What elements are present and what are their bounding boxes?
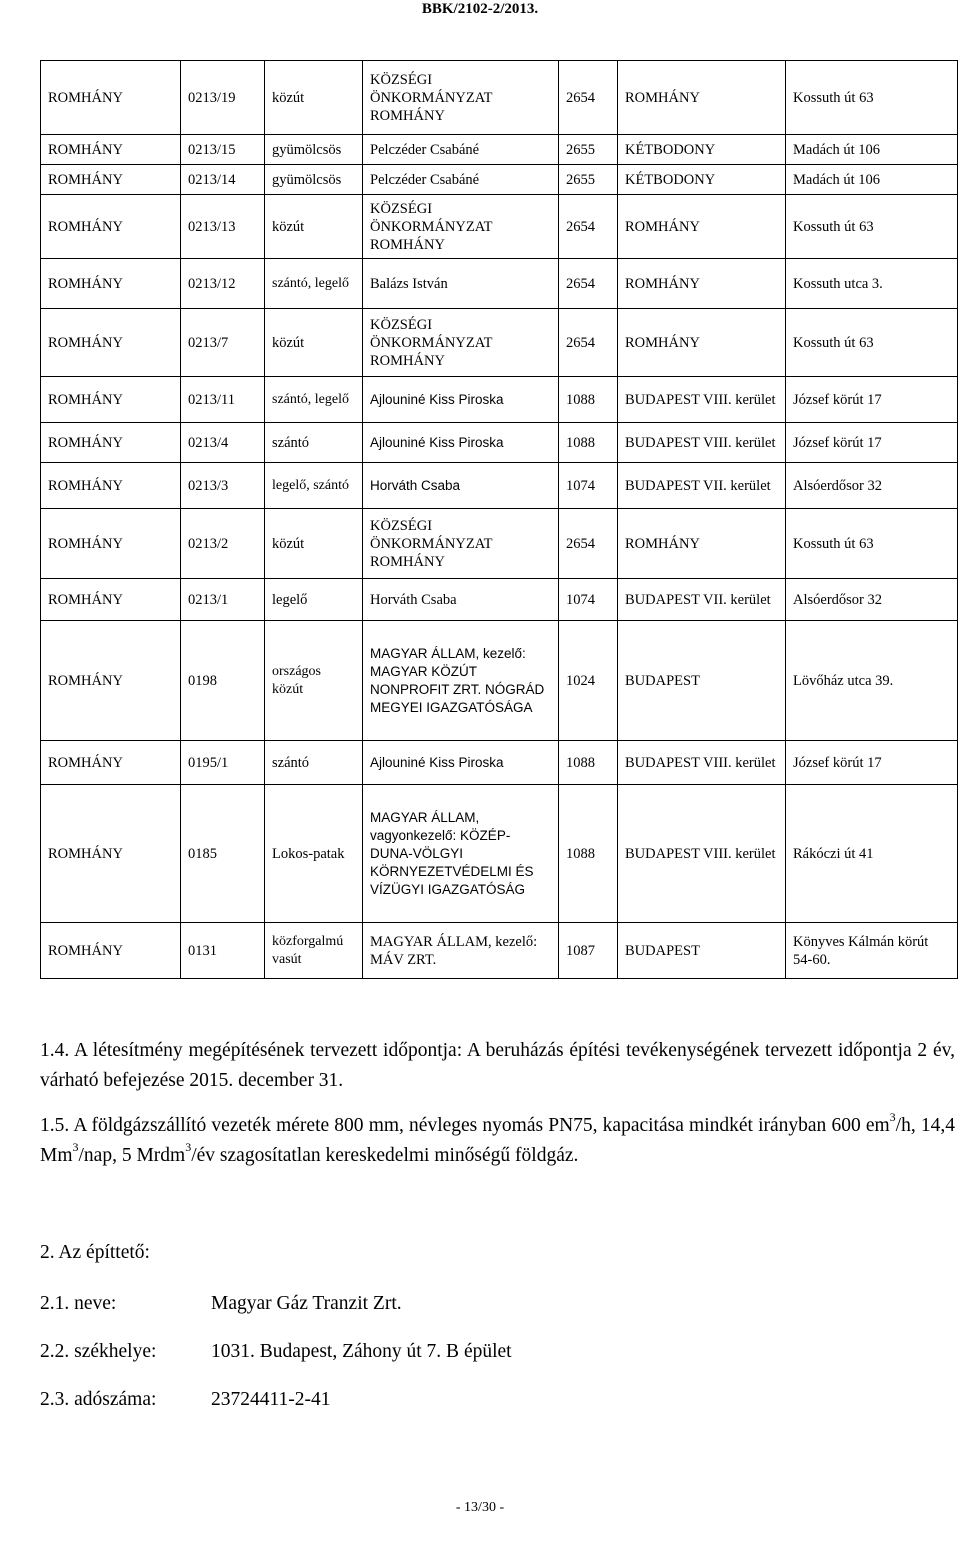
city-cell: BUDAPEST VIII. kerület	[618, 741, 786, 785]
land-type-cell: legelő	[265, 579, 363, 621]
city-cell: BUDAPEST VIII. kerület	[618, 377, 786, 423]
superscript: 3	[185, 1139, 192, 1154]
parcel-cell: 0213/7	[181, 309, 265, 377]
zip-cell: 1088	[559, 741, 618, 785]
zip-cell: 1074	[559, 579, 618, 621]
zip-cell: 1087	[559, 923, 618, 979]
builder-tax-label: 2.3. adószáma:	[40, 1389, 157, 1410]
address-cell: Kossuth út 63	[786, 309, 958, 377]
owner-cell: KÖZSÉGI ÖNKORMÁNYZAT ROMHÁNY	[363, 309, 559, 377]
settlement-cell: ROMHÁNY	[41, 579, 181, 621]
section-2-title: 2. Az építtető:	[40, 1242, 150, 1263]
city-cell: ROMHÁNY	[618, 259, 786, 309]
city-cell: KÉTBODONY	[618, 135, 786, 165]
owner-cell: Balázs István	[363, 259, 559, 309]
parcel-owner-table	[40, 60, 958, 979]
land-type-cell: Lokos-patak	[265, 785, 363, 923]
settlement-cell: ROMHÁNY	[41, 923, 181, 979]
owner-cell: MAGYAR ÁLLAM, kezelő: MÁV ZRT.	[363, 923, 559, 979]
settlement-cell: ROMHÁNY	[41, 135, 181, 165]
zip-cell: 1088	[559, 377, 618, 423]
settlement-cell: ROMHÁNY	[41, 377, 181, 423]
address-cell: József körút 17	[786, 741, 958, 785]
city-cell: BUDAPEST VIII. kerület	[618, 423, 786, 463]
owner-cell: Horváth Csaba	[363, 463, 559, 509]
builder-name-label: 2.1. neve:	[40, 1293, 117, 1314]
city-cell: BUDAPEST VII. kerület	[618, 579, 786, 621]
land-type-cell: gyümölcsös	[265, 135, 363, 165]
address-cell: Madách út 106	[786, 165, 958, 195]
land-type-cell: közút	[265, 61, 363, 135]
address-cell: József körút 17	[786, 377, 958, 423]
settlement-cell: ROMHÁNY	[41, 165, 181, 195]
paragraph-1-5	[40, 1111, 955, 1171]
table-row	[41, 165, 958, 195]
address-cell: Alsóerdősor 32	[786, 579, 958, 621]
paragraph-1-5-text: /év szagosítatlan kereskedelmi minőségű földgáz.	[191, 1145, 579, 1166]
owner-cell: Ajlouniné Kiss Piroska	[363, 741, 559, 785]
settlement-cell: ROMHÁNY	[41, 621, 181, 741]
parcel-cell: 0213/13	[181, 195, 265, 259]
paragraph-1-5-text: /nap, 5 Mrdm	[78, 1145, 186, 1166]
land-type-cell: közút	[265, 309, 363, 377]
city-cell: BUDAPEST VIII. kerület	[618, 785, 786, 923]
address-cell: József körút 17	[786, 423, 958, 463]
zip-cell: 2654	[559, 259, 618, 309]
settlement-cell: ROMHÁNY	[41, 785, 181, 923]
land-type-cell: közút	[265, 195, 363, 259]
owner-cell: Ajlouniné Kiss Piroska	[363, 423, 559, 463]
parcel-cell: 0213/19	[181, 61, 265, 135]
settlement-cell: ROMHÁNY	[41, 509, 181, 579]
parcel-cell: 0195/1	[181, 741, 265, 785]
parcel-cell: 0213/11	[181, 377, 265, 423]
city-cell: ROMHÁNY	[618, 509, 786, 579]
address-cell: Kossuth utca 3.	[786, 259, 958, 309]
city-cell: BUDAPEST	[618, 923, 786, 979]
land-type-cell: országos közút	[265, 621, 363, 741]
land-type-cell: legelő, szántó	[265, 463, 363, 509]
builder-seat-value: 1031. Budapest, Záhony út 7. B épület	[211, 1341, 512, 1362]
city-cell: ROMHÁNY	[618, 195, 786, 259]
parcel-cell: 0213/15	[181, 135, 265, 165]
table-row	[41, 377, 958, 423]
parcel-cell: 0131	[181, 923, 265, 979]
parcel-cell: 0213/1	[181, 579, 265, 621]
land-type-cell: szántó	[265, 423, 363, 463]
owner-cell: Horváth Csaba	[363, 579, 559, 621]
table-row	[41, 135, 958, 165]
paragraph-1-4: 1.4. A létesítmény megépítésének tervezett időpontja: A beruházás építési tevékenységének tervezett időpontja 2 év, várható befejezése 2015. december 31.	[40, 1040, 955, 1091]
zip-cell: 1024	[559, 621, 618, 741]
superscript: 3	[72, 1139, 79, 1154]
settlement-cell: ROMHÁNY	[41, 423, 181, 463]
owner-cell: Pelczéder Csabáné	[363, 135, 559, 165]
superscript: 3	[889, 1109, 896, 1124]
land-type-cell: szántó, legelő	[265, 377, 363, 423]
settlement-cell: ROMHÁNY	[41, 61, 181, 135]
table-row	[41, 195, 958, 259]
owner-cell: MAGYAR ÁLLAM, vagyonkezelő: KÖZÉP-DUNA-VÖLGYI KÖRNYEZETVÉDELMI ÉS VÍZÜGYI IGAZGATÓSÁG	[363, 785, 559, 923]
settlement-cell: ROMHÁNY	[41, 309, 181, 377]
table-row	[41, 509, 958, 579]
address-cell: Kossuth út 63	[786, 509, 958, 579]
table-row	[41, 923, 958, 979]
city-cell: ROMHÁNY	[618, 61, 786, 135]
builder-seat-label: 2.2. székhelye:	[40, 1341, 157, 1362]
address-cell: Kossuth út 63	[786, 61, 958, 135]
owner-cell: Ajlouniné Kiss Piroska	[363, 377, 559, 423]
settlement-cell: ROMHÁNY	[41, 259, 181, 309]
table-row	[41, 259, 958, 309]
address-cell: Kossuth út 63	[786, 195, 958, 259]
table-row	[41, 309, 958, 377]
paragraph-1-5-text: 1.5. A földgázszállító vezeték mérete 800 mm, névleges nyomás PN75, kapacitása mindkét irányban 600 em	[40, 1115, 890, 1136]
zip-cell: 2654	[559, 309, 618, 377]
owner-cell: Pelczéder Csabáné	[363, 165, 559, 195]
address-cell: Könyves Kálmán körút 54-60.	[786, 923, 958, 979]
land-type-cell: közforgalmú vasút	[265, 923, 363, 979]
land-type-cell: szántó, legelő	[265, 259, 363, 309]
table-row	[41, 785, 958, 923]
table-row	[41, 463, 958, 509]
parcel-cell: 0213/3	[181, 463, 265, 509]
parcel-cell: 0213/14	[181, 165, 265, 195]
address-cell: Lövőház utca 39.	[786, 621, 958, 741]
city-cell: ROMHÁNY	[618, 309, 786, 377]
document-reference: BBK/2102-2/2013.	[421, 1, 539, 17]
land-type-cell: szántó	[265, 741, 363, 785]
parcel-cell: 0213/4	[181, 423, 265, 463]
table-row	[41, 621, 958, 741]
zip-cell: 2654	[559, 509, 618, 579]
zip-cell: 2654	[559, 195, 618, 259]
parcel-cell: 0198	[181, 621, 265, 741]
city-cell: BUDAPEST	[618, 621, 786, 741]
owner-cell: KÖZSÉGI ÖNKORMÁNYZAT ROMHÁNY	[363, 509, 559, 579]
land-type-cell: gyümölcsös	[265, 165, 363, 195]
owner-cell: MAGYAR ÁLLAM, kezelő: MAGYAR KÖZÚT NONPROFIT ZRT. NÓGRÁD MEGYEI IGAZGATÓSÁGA	[363, 621, 559, 741]
zip-cell: 1074	[559, 463, 618, 509]
settlement-cell: ROMHÁNY	[41, 195, 181, 259]
address-cell: Rákóczi út 41	[786, 785, 958, 923]
address-cell: Madách út 106	[786, 135, 958, 165]
zip-cell: 1088	[559, 423, 618, 463]
zip-cell: 2655	[559, 135, 618, 165]
table-row	[41, 61, 958, 135]
address-cell: Alsóerdősor 32	[786, 463, 958, 509]
owner-cell: KÖZSÉGI ÖNKORMÁNYZAT ROMHÁNY	[363, 61, 559, 135]
land-type-cell: közút	[265, 509, 363, 579]
parcel-cell: 0185	[181, 785, 265, 923]
settlement-cell: ROMHÁNY	[41, 463, 181, 509]
city-cell: BUDAPEST VII. kerület	[618, 463, 786, 509]
parcel-cell: 0213/2	[181, 509, 265, 579]
paragraph-1-5-text: /h, 14,4 Mm	[40, 1115, 955, 1166]
zip-cell: 1088	[559, 785, 618, 923]
table-row	[41, 579, 958, 621]
zip-cell: 2654	[559, 61, 618, 135]
zip-cell: 2655	[559, 165, 618, 195]
settlement-cell: ROMHÁNY	[41, 741, 181, 785]
parcel-cell: 0213/12	[181, 259, 265, 309]
city-cell: KÉTBODONY	[618, 165, 786, 195]
table-row	[41, 423, 958, 463]
table-row	[41, 741, 958, 785]
builder-tax-value: 23724411-2-41	[211, 1389, 331, 1410]
owner-cell: KÖZSÉGI ÖNKORMÁNYZAT ROMHÁNY	[363, 195, 559, 259]
builder-name-value: Magyar Gáz Tranzit Zrt.	[211, 1293, 402, 1314]
page-number: - 13/30 -	[455, 1500, 505, 1515]
